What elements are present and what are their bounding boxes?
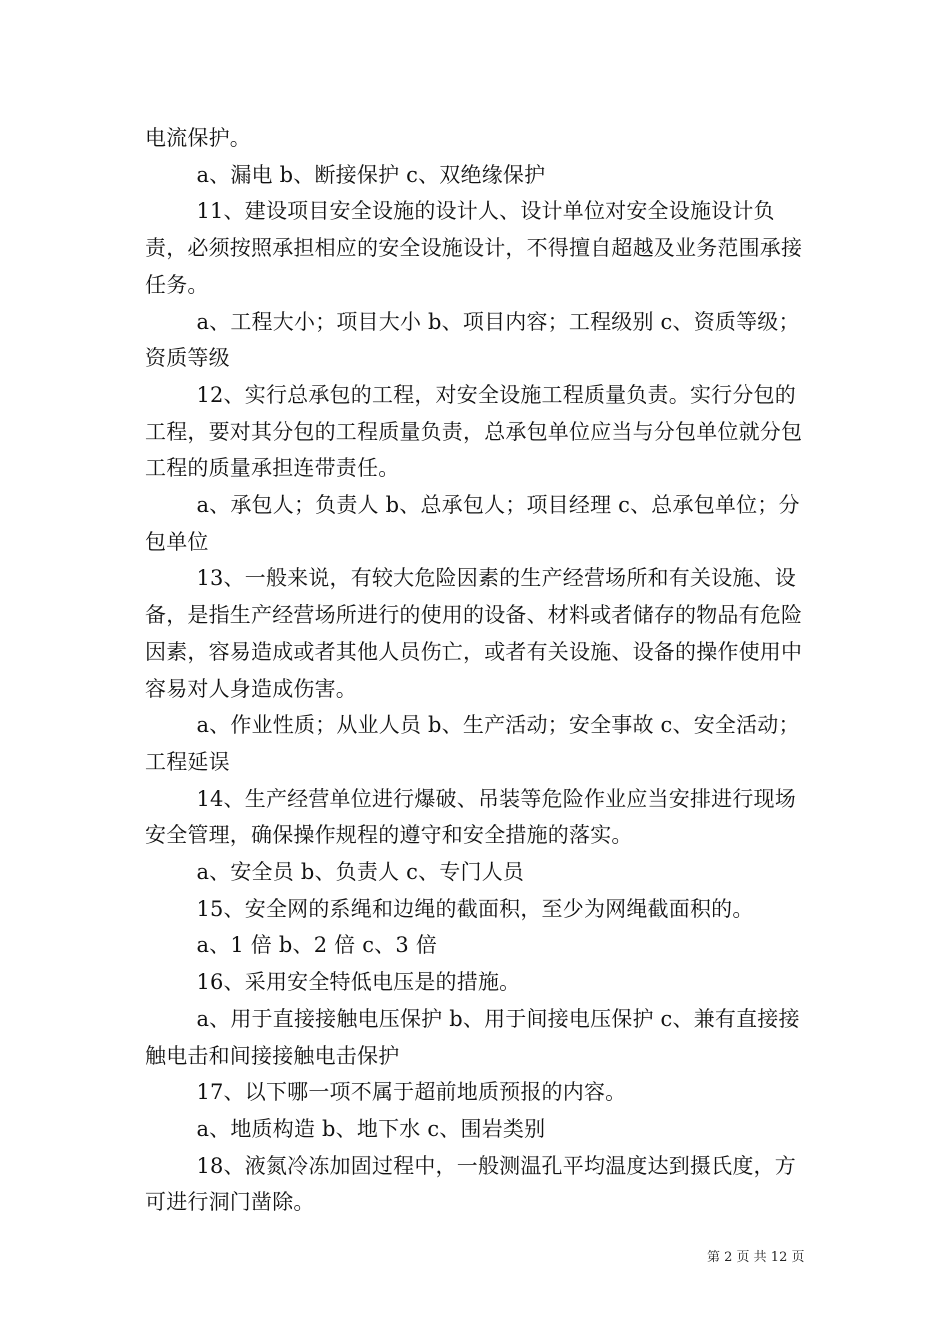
- paragraph: 电流保护。: [145, 126, 251, 150]
- paragraph: a、安全员 b、负责人 c、专门人员: [196, 860, 525, 885]
- paragraph: a、1 倍 b、2 倍 c、3 倍: [196, 933, 438, 958]
- paragraph: a、漏电 b、断接保护 c、双绝缘保护: [196, 162, 546, 187]
- paragraph: a、承包人；负责人 b、总承包人；项目经理 c、总承包单位；分包单位: [145, 493, 800, 554]
- paragraph: 18、液氮冷冻加固过程中，一般测温孔平均温度达到摄氏度，方可进行洞门凿除。: [145, 1153, 796, 1215]
- paragraph: 13、一般来说，有较大危险因素的生产经营场所和有关设施、设备，是指生产经营场所进行的使用的设备、材料或者储存的物品有危险因素，容易造成或者其他人员伤亡，或者有关设施、设备的操作使用中容易对人身造成伤害。: [145, 566, 803, 701]
- paragraph: a、地质构造 b、地下水 c、围岩类别: [196, 1116, 546, 1141]
- paragraph: 14、生产经营单位进行爆破、吊装等危险作业应当安排进行现场安全管理，确保操作规程的遵守和安全措施的落实。: [145, 786, 796, 848]
- page-number: 第 2 页 共 12 页: [707, 1250, 805, 1265]
- paragraph: a、用于直接接触电压保护 b、用于间接电压保护 c、兼有直接接触电击和间接接触电击保护: [145, 1006, 800, 1068]
- document-body: [145, 120, 811, 1221]
- paragraph: a、工程大小；项目大小 b、项目内容；工程级别 c、资质等级；资质等级: [145, 309, 800, 371]
- paragraph: 16、采用安全特低电压是的措施。: [196, 970, 521, 995]
- paragraph: 12、实行总承包的工程，对安全设施工程质量负责。实行分包的工程，要对其分包的工程质量负责，总承包单位应当与分包单位就分包工程的质量承担连带责任。: [145, 382, 803, 481]
- paragraph: a、作业性质；从业人员 b、生产活动；安全事故 c、安全活动；工程延误: [145, 713, 800, 774]
- paragraph: 17、以下哪一项不属于超前地质预报的内容。: [196, 1080, 627, 1105]
- paragraph: 11、建设项目安全设施的设计人、设计单位对安全设施设计负责，必须按照承担相应的安全设施设计，不得擅自超越及业务范围承接任务。: [145, 199, 803, 297]
- paragraph: 15、安全网的系绳和边绳的截面积，至少为网绳截面积的。: [196, 896, 754, 921]
